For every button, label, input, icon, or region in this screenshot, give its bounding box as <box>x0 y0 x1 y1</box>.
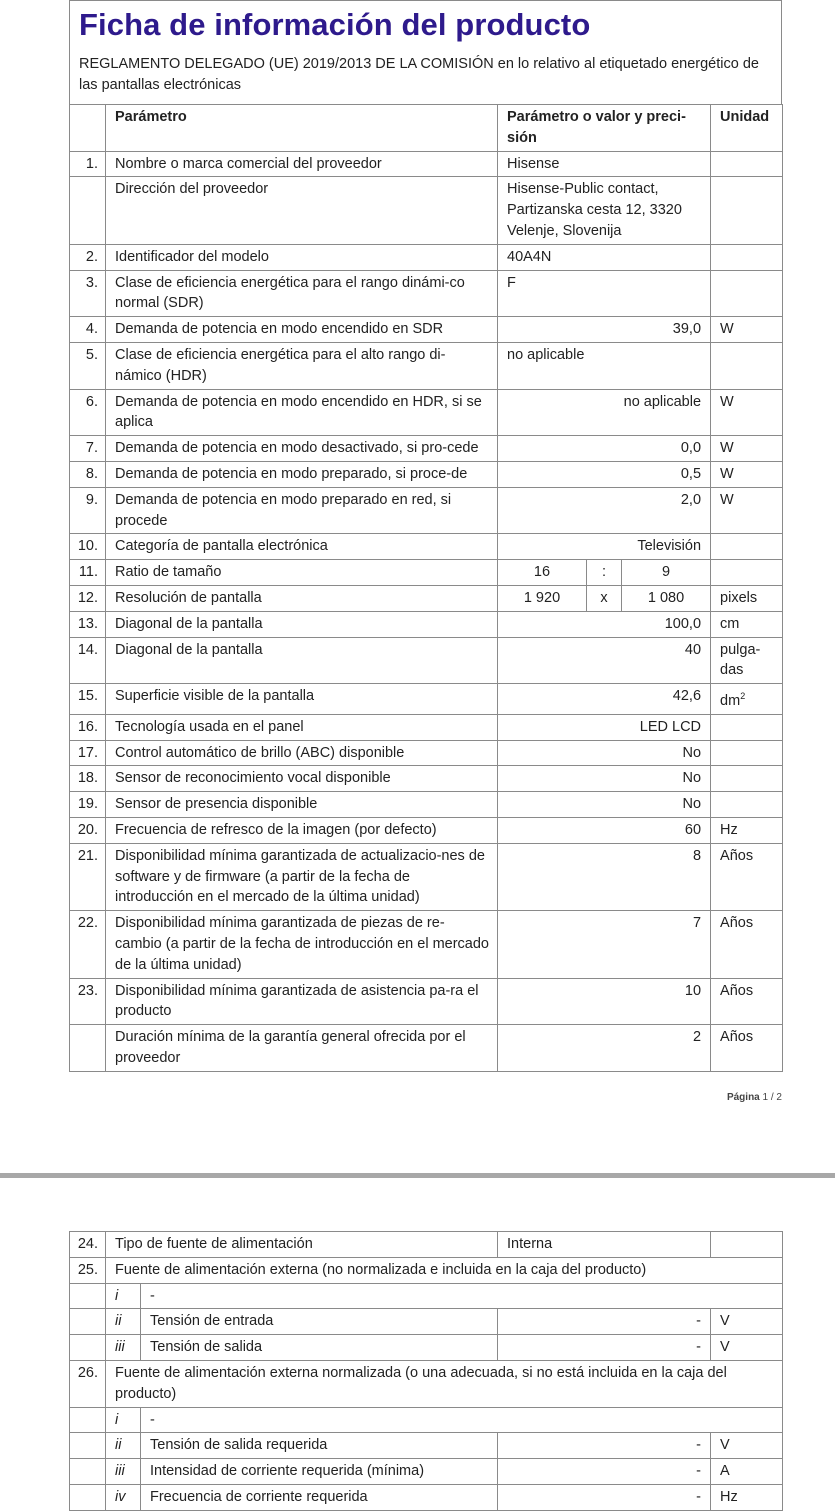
row-unit <box>711 244 783 270</box>
row-label: Control automático de brillo (ABC) disponible <box>106 740 498 766</box>
row-unit: W <box>711 436 783 462</box>
table-row <box>70 766 783 792</box>
row-number: 23. <box>70 978 106 1025</box>
row-number: 21. <box>70 843 106 910</box>
row-unit <box>711 684 783 715</box>
row-value: No <box>498 740 711 766</box>
row-unit <box>711 1232 783 1258</box>
sub-index: ii <box>106 1309 141 1335</box>
row-label: Clase de eficiencia energética para el alto rango di-námico (HDR) <box>106 342 498 389</box>
row-label: Frecuencia de corriente requerida <box>141 1484 498 1510</box>
page-1 <box>69 0 782 1072</box>
table-row <box>70 1257 783 1283</box>
row-value: 40 <box>498 637 711 684</box>
row-value: - <box>498 1433 711 1459</box>
sub-index: i <box>106 1407 141 1433</box>
table-row <box>70 1309 783 1335</box>
row-unit <box>711 792 783 818</box>
row-value: - <box>498 1309 711 1335</box>
row-number: 6. <box>70 389 106 436</box>
power-supply-table <box>69 1231 783 1511</box>
row-label: Disponibilidad mínima garantizada de piezas de re-cambio (a partir de la fecha de introducción en el mercado de la última unidad) <box>106 911 498 978</box>
row-value: no aplicable <box>498 389 711 436</box>
row-unit <box>711 560 783 586</box>
sub-index: iii <box>106 1459 141 1485</box>
page-number-prefix: Página <box>726 1092 760 1103</box>
table-row <box>70 177 783 244</box>
row-unit: cm <box>711 611 783 637</box>
row-value: LED LCD <box>498 714 711 740</box>
row-number: 15. <box>70 684 106 715</box>
row-number: 1. <box>70 151 106 177</box>
row-label: - <box>141 1283 783 1309</box>
row-label: Superficie visible de la pantalla <box>106 684 498 715</box>
unit-text: dm <box>720 692 741 709</box>
row-unit <box>711 177 783 244</box>
row-unit: Años <box>711 843 783 910</box>
table-row <box>70 487 783 534</box>
row-value: - <box>498 1335 711 1361</box>
row-number: 22. <box>70 911 106 978</box>
row-value: - <box>498 1459 711 1485</box>
row-label: Tensión de entrada <box>141 1309 498 1335</box>
row-label: Demanda de potencia en modo desactivado, si pro-cede <box>106 436 498 462</box>
unit-superscript: 2 <box>740 691 746 702</box>
row-label: Sensor de presencia disponible <box>106 792 498 818</box>
row-number: 13. <box>70 611 106 637</box>
row-label: Diagonal de la pantalla <box>106 611 498 637</box>
ratio-separator: : <box>587 560 622 586</box>
row-value: F <box>498 270 711 317</box>
sub-index: ii <box>106 1433 141 1459</box>
row-label: Categoría de pantalla electrónica <box>106 534 498 560</box>
row-label: Tipo de fuente de alimentación <box>106 1232 498 1258</box>
row-unit <box>711 714 783 740</box>
row-number: 10. <box>70 534 106 560</box>
row-value: 8 <box>498 843 711 910</box>
table-row <box>70 843 783 910</box>
row-number <box>70 1025 106 1072</box>
row-label: Disponibilidad mínima garantizada de asistencia pa-ra el producto <box>106 978 498 1025</box>
table-row <box>70 817 783 843</box>
row-label: Demanda de potencia en modo preparado, si proce-de <box>106 461 498 487</box>
row-value: - <box>498 1484 711 1510</box>
sub-index: iv <box>106 1484 141 1510</box>
row-number: 25. <box>70 1257 106 1283</box>
row-unit: Años <box>711 1025 783 1072</box>
row-label: Ratio de tamaño <box>106 560 498 586</box>
row-label: Fuente de alimentación externa normalizada (o una adecuada, si no está incluida en la caja del producto) <box>106 1360 783 1407</box>
row-label: Nombre o marca comercial del proveedor <box>106 151 498 177</box>
table-header-row <box>70 105 783 152</box>
page-number <box>727 1092 782 1103</box>
table-row <box>70 534 783 560</box>
table-row <box>70 792 783 818</box>
row-value: 0,5 <box>498 461 711 487</box>
row-value: Hisense-Public contact, Partizanska cesta 12, 3320 Velenje, Slovenija <box>498 177 711 244</box>
row-number: 4. <box>70 317 106 343</box>
row-number: 26. <box>70 1360 106 1407</box>
row-value: 100,0 <box>498 611 711 637</box>
row-number: 8. <box>70 461 106 487</box>
sub-index: i <box>106 1283 141 1309</box>
table-row <box>70 911 783 978</box>
ratio-width: 16 <box>498 560 587 586</box>
row-label: Tensión de salida <box>141 1335 498 1361</box>
row-label: Demanda de potencia en modo encendido en SDR <box>106 317 498 343</box>
row-label: Intensidad de corriente requerida (mínima) <box>141 1459 498 1485</box>
table-row <box>70 151 783 177</box>
row-unit: V <box>711 1309 783 1335</box>
row-number: 14. <box>70 637 106 684</box>
page-number-value: 1 / 2 <box>762 1092 782 1103</box>
row-value: 60 <box>498 817 711 843</box>
row-unit <box>711 342 783 389</box>
row-number: 3. <box>70 270 106 317</box>
row-label: Fuente de alimentación externa (no normalizada e incluida en la caja del producto) <box>106 1257 783 1283</box>
row-unit <box>711 534 783 560</box>
product-info-table <box>69 104 783 1072</box>
table-row <box>70 389 783 436</box>
resolution-width: 1 920 <box>498 585 587 611</box>
table-row <box>70 611 783 637</box>
row-number: 11. <box>70 560 106 586</box>
row-unit <box>711 270 783 317</box>
row-unit: V <box>711 1433 783 1459</box>
row-value: 0,0 <box>498 436 711 462</box>
row-number: 16. <box>70 714 106 740</box>
row-label: Demanda de potencia en modo encendido en HDR, si se aplica <box>106 389 498 436</box>
table-row <box>70 1025 783 1072</box>
table-row <box>70 1459 783 1485</box>
row-unit: A <box>711 1459 783 1485</box>
row-number: 2. <box>70 244 106 270</box>
row-unit: W <box>711 461 783 487</box>
sub-index: iii <box>106 1335 141 1361</box>
resolution-separator: x <box>587 585 622 611</box>
table-row <box>70 740 783 766</box>
table-row <box>70 244 783 270</box>
row-number: 19. <box>70 792 106 818</box>
row-value: 10 <box>498 978 711 1025</box>
row-label: Tecnología usada en el panel <box>106 714 498 740</box>
row-value: 2 <box>498 1025 711 1072</box>
row-label: Identificador del modelo <box>106 244 498 270</box>
row-unit: W <box>711 317 783 343</box>
column-header-unit: Unidad <box>711 105 783 152</box>
table-row <box>70 1232 783 1258</box>
row-number: 5. <box>70 342 106 389</box>
table-row <box>70 1433 783 1459</box>
row-unit: Hz <box>711 1484 783 1510</box>
row-value: No <box>498 766 711 792</box>
row-value: 7 <box>498 911 711 978</box>
row-number: 12. <box>70 585 106 611</box>
row-value: No <box>498 792 711 818</box>
table-row <box>70 270 783 317</box>
row-value: 39,0 <box>498 317 711 343</box>
row-number: 9. <box>70 487 106 534</box>
row-label: Disponibilidad mínima garantizada de actualizacio-nes de software y de firmware (a partir de la fecha de introducción en el mercado de la última unidad) <box>106 843 498 910</box>
table-row <box>70 978 783 1025</box>
row-number <box>70 177 106 244</box>
row-value: Interna <box>498 1232 711 1258</box>
row-number: 17. <box>70 740 106 766</box>
column-header-param: Parámetro <box>106 105 498 152</box>
regulation-subtitle: REGLAMENTO DELEGADO (UE) 2019/2013 DE LA COMISIÓN en lo relativo al etiquetado energético de las pantallas electrónicas <box>79 56 759 93</box>
table-row <box>70 1283 783 1309</box>
row-label: Diagonal de la pantalla <box>106 637 498 684</box>
row-unit <box>711 766 783 792</box>
row-unit: Años <box>711 911 783 978</box>
table-row <box>70 1407 783 1433</box>
resolution-height: 1 080 <box>622 585 711 611</box>
row-unit: V <box>711 1335 783 1361</box>
row-label: Demanda de potencia en modo preparado en red, si procede <box>106 487 498 534</box>
row-unit: Años <box>711 978 783 1025</box>
table-row <box>70 436 783 462</box>
row-unit <box>711 740 783 766</box>
table-row <box>70 1335 783 1361</box>
row-value: 2,0 <box>498 487 711 534</box>
table-row <box>70 1484 783 1510</box>
row-value: Hisense <box>498 151 711 177</box>
document-title: Ficha de información del producto <box>79 7 591 42</box>
row-label: Dirección del proveedor <box>106 177 498 244</box>
row-unit: pulga-das <box>711 637 783 684</box>
row-unit: Hz <box>711 817 783 843</box>
table-row <box>70 637 783 684</box>
row-value: 42,6 <box>498 684 711 715</box>
table-row <box>70 1360 783 1407</box>
row-unit: W <box>711 487 783 534</box>
ratio-height: 9 <box>622 560 711 586</box>
row-label: Duración mínima de la garantía general ofrecida por el proveedor <box>106 1025 498 1072</box>
row-number: 18. <box>70 766 106 792</box>
row-label: Clase de eficiencia energética para el rango dinámi-co normal (SDR) <box>106 270 498 317</box>
table-row <box>70 684 783 715</box>
page-separator <box>0 1173 835 1178</box>
row-value: 40A4N <box>498 244 711 270</box>
table-row <box>70 714 783 740</box>
table-row <box>70 317 783 343</box>
page-2 <box>69 1231 782 1511</box>
row-label: Sensor de reconocimiento vocal disponible <box>106 766 498 792</box>
row-label: Resolución de pantalla <box>106 585 498 611</box>
row-label: Tensión de salida requerida <box>141 1433 498 1459</box>
row-label: Frecuencia de refresco de la imagen (por defecto) <box>106 817 498 843</box>
table-row <box>70 585 783 611</box>
row-unit: W <box>711 389 783 436</box>
row-value: Televisión <box>498 534 711 560</box>
row-value: no aplicable <box>498 342 711 389</box>
column-header-value: Parámetro o valor y preci-sión <box>498 105 711 152</box>
table-row <box>70 461 783 487</box>
row-number: 7. <box>70 436 106 462</box>
row-unit: pixels <box>711 585 783 611</box>
row-number: 20. <box>70 817 106 843</box>
table-row <box>70 560 783 586</box>
table-row <box>70 342 783 389</box>
row-label: - <box>141 1407 783 1433</box>
document-header <box>69 0 782 104</box>
row-unit <box>711 151 783 177</box>
row-number: 24. <box>70 1232 106 1258</box>
